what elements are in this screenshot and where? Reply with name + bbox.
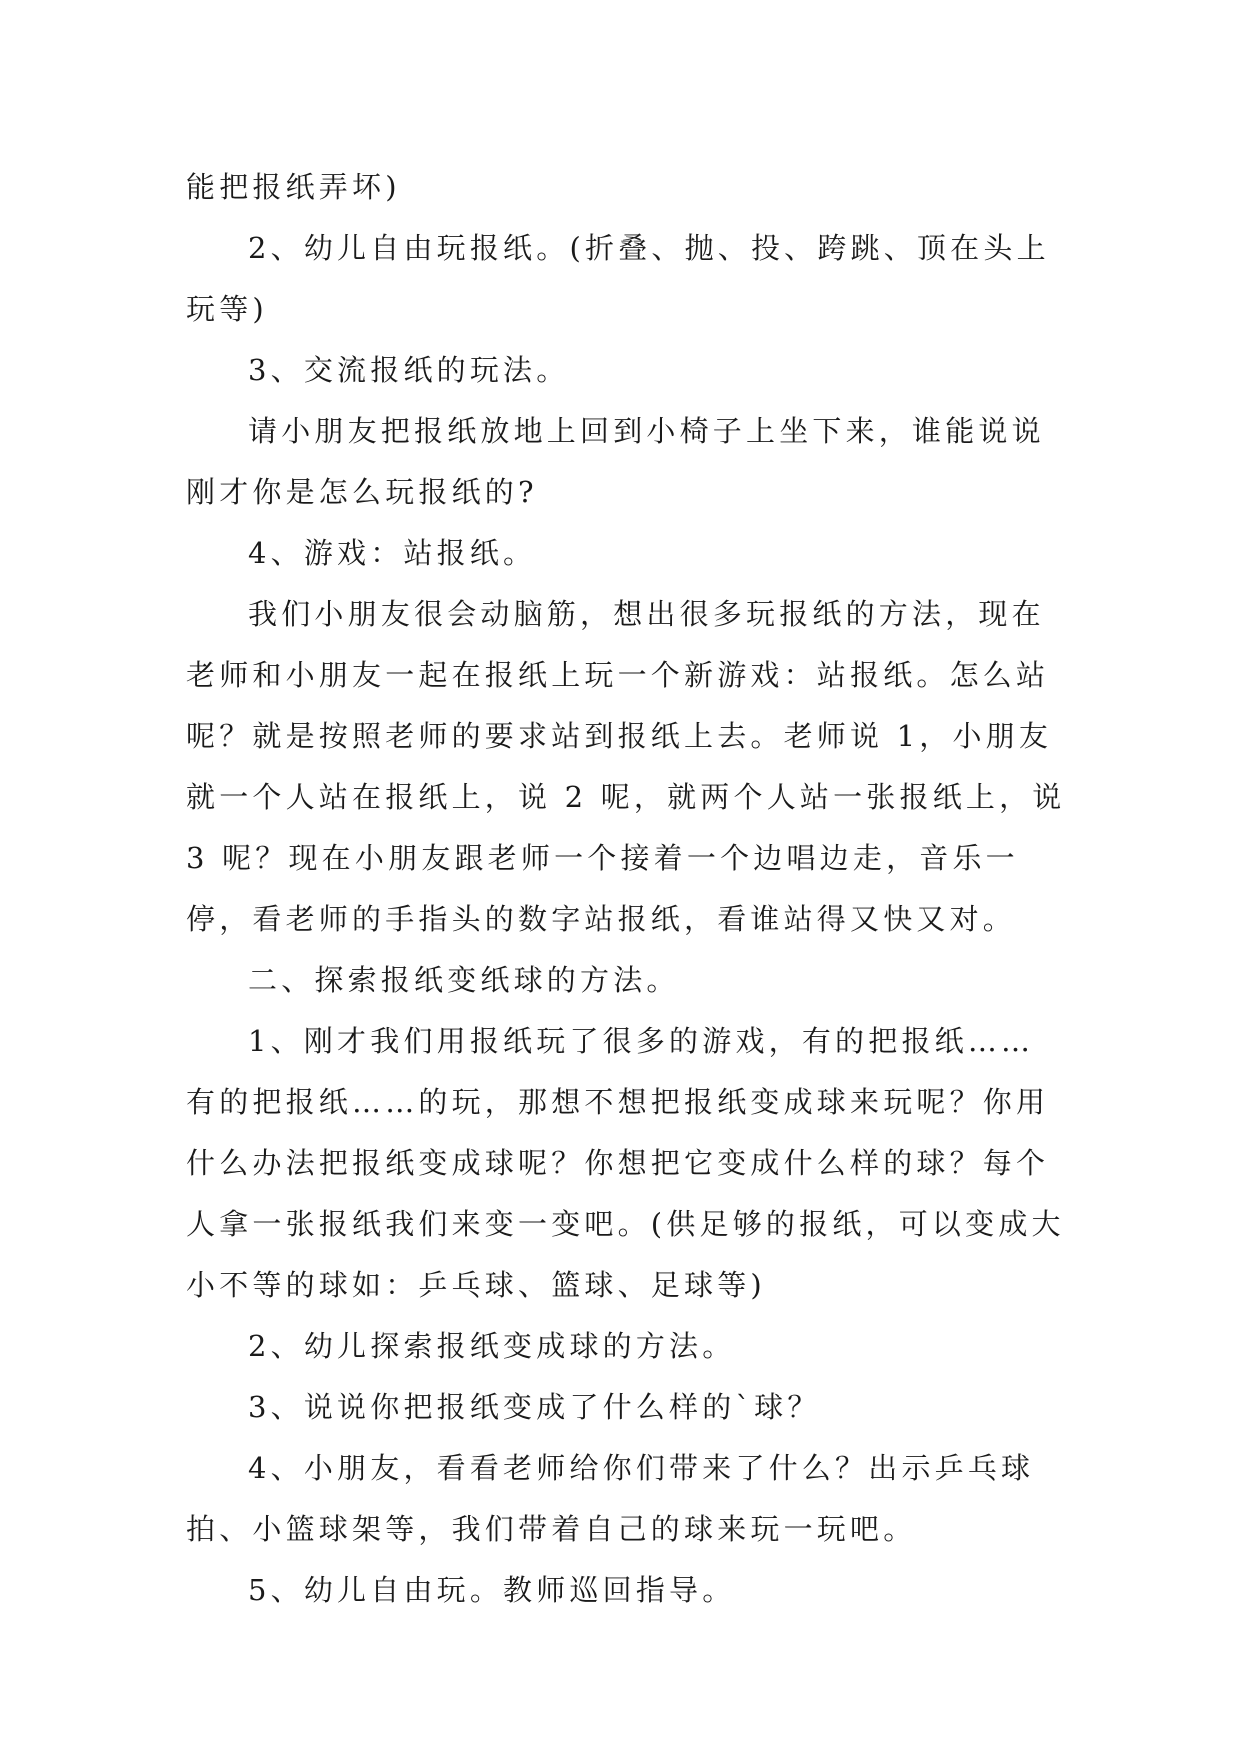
paragraph-6: 我们小朋友很会动脑筋，想出很多玩报纸的方法，现在老师和小朋友一起在报纸上玩一个新游戏：站报纸。怎么站呢？就是按照老师的要求站到报纸上去。老师说 1，小朋友就一个人站在报纸上，说 2 呢，就两个人站一张报纸上，说 3 呢？现在小朋友跟老师一个接着一个边唱边走，音乐一停，看老师的手指头的数字站报纸，看谁站得又快又对。 <box>186 597 1066 936</box>
paragraph-4: 请小朋友把报纸放地上回到小椅子上坐下来，谁能说说刚才你是怎么玩报纸的? <box>186 414 1045 509</box>
paragraph-11: 4、小朋友，看看老师给你们带来了什么？出示乒乓球拍、小篮球架等，我们带着自己的球来玩一玩吧。 <box>186 1451 1035 1546</box>
paragraph-12: 5、幼儿自由玩。教师巡回指导。 <box>248 1573 736 1607</box>
paragraph-2: 2、幼儿自由玩报纸。(折叠、抛、投、跨跳、顶在头上玩等) <box>186 231 1050 326</box>
paragraph-10: 3、说说你把报纸变成了什么样的`球？ <box>248 1390 821 1424</box>
paragraph-9: 2、幼儿探索报纸变成球的方法。 <box>248 1329 736 1363</box>
paragraph-3: 3、交流报纸的玩法。 <box>248 353 570 387</box>
paragraph-1: 能把报纸弄坏) <box>186 170 401 204</box>
paragraph-8: 1、刚才我们用报纸玩了很多的游戏，有的把报纸……有的把报纸……的玩，那想不想把报纸变成球来玩呢？你用什么办法把报纸变成球呢？你想把它变成什么样的球？每个人拿一张报纸我们来变一变吧。(供足够的报纸，可以变成大小不等的球如：乒乓球、篮球、足球等) <box>186 1024 1065 1302</box>
paragraph-7: 二、探索报纸变纸球的方法。 <box>248 963 680 997</box>
paragraph-5: 4、游戏：站报纸。 <box>248 536 537 570</box>
document-body <box>186 157 1066 1621</box>
